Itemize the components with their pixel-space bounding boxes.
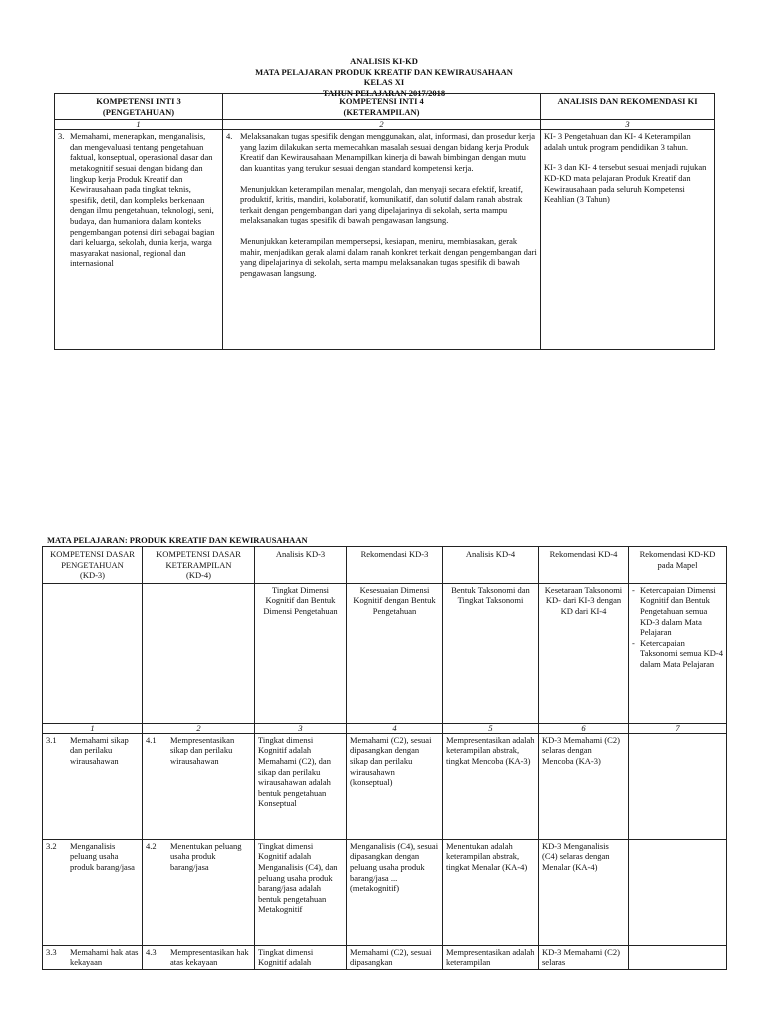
ki4-paragraph-3: Menunjukkan keterampilan mempersepsi, kesiapan, meniru, membiasakan, gerak mahir, menjadikan gerak alami dalam ranah konkret terkait dengan pengembangan dari yang dipelajarinya di sekolah, serta mampu melaksanakan tugas spesifik di bawah pengawasan langsung. xyxy=(240,235,537,278)
ki3-number: 3. xyxy=(58,131,65,142)
analysis-kd4-cell: Menentukan adalah keterampilan abstrak, tingkat Menalar (KA-4) xyxy=(443,839,539,945)
kd3-cell: 3.3 Memahami hak atas kekayaan xyxy=(43,945,143,969)
ki4-paragraph-2: Menunjukkan keterampilan menalar, mengolah, dan menyaji secara efektif, kreatif, produktif, kritis, mandiri, kolaboratif, komunikatif, dan solutif dalam ranah abstrak terkait dengan pengembangan dari yang dipelajarinya di sekolah, serta mampu melaksanakan tugas spesifik di bawah pengawasan langsung. xyxy=(240,183,523,226)
table-row xyxy=(43,839,727,945)
table-row xyxy=(43,945,727,969)
kd3-header: KOMPETENSI DASAR PENGETAHUAN (KD-3) xyxy=(43,547,143,584)
column-number: 4 xyxy=(347,723,443,733)
column-number: 2 xyxy=(143,723,255,733)
ki-table-row xyxy=(55,130,715,350)
recommendation-kd4-cell: KD-3 Menganalisis (C4) selaras dengan Menalar (KA-4) xyxy=(539,839,629,945)
analysis-kd3-cell: Tingkat dimensi Kognitif adalah Memahami (C2), dan sikap dan perilaku wirausahawan adalah bentuk pengetahuan Konseptual xyxy=(255,733,347,839)
column-number: 5 xyxy=(443,723,539,733)
kd4-cell: 4.1 Mempresentasikan sikap dan perilaku wirausahawan xyxy=(143,733,255,839)
analysis-cell xyxy=(541,130,715,350)
recommendation-kd3-header: Rekomendasi KD-3 xyxy=(347,547,443,584)
recommendation-mapel-cell xyxy=(629,839,727,945)
ki-table-header xyxy=(55,94,715,120)
list-item: - Ketercapaian Dimensi Kognitif dan Bentuk Pengetahuan semua KD-3 dalam Mata Pelajaran xyxy=(632,584,716,638)
analysis-kd3-cell: Tingkat dimensi Kognitif adalah xyxy=(255,945,347,969)
header-title: ANALISIS KI-KD xyxy=(350,56,418,66)
ki4-paragraph-1: Melaksanakan tugas spesifik dengan menggunakan, alat, informasi, dan prosedur kerja yang lazim dilakukan serta memecahkan masalah sesuai dengan bidang kerja Produk Kreatif dan Kewirausahaan Menampilkan kinerja di bawah bimbingan dengan mutu dan kuantitas yang terukur sesuai dengan standard kompetensi kerja. xyxy=(240,131,536,173)
recommendation-kd3-subheader: Kesesuaian Dimensi Kognitif dengan Bentuk Pengetahuan xyxy=(347,583,443,723)
recommendation-mapel-subheader xyxy=(629,583,727,723)
analysis-paragraph-1: KI- 3 Pengetahuan dan KI- 4 Keterampilan adalah untuk program pendidikan 3 tahun. xyxy=(544,131,691,152)
analysis-kd3-cell: Tingkat dimensi Kognitif adalah Menganalisis (C4), dan peluang usaha produk barang/jasa adalah bentuk pengetahuan Metakognitif xyxy=(255,839,347,945)
recommendation-kd4-cell: KD-3 Memahami (C2) selaras xyxy=(539,945,629,969)
recommendation-kd4-subheader: Kesetaraan Taksonomi KD- dari KI-3 dengan KD dari KI-4 xyxy=(539,583,629,723)
recommendation-kd4-cell: KD-3 Memahami (C2) selaras dengan Mencoba (KA-3) xyxy=(539,733,629,839)
column-number: 1 xyxy=(43,723,143,733)
analysis-kd4-cell: Mempresentasikan adalah keterampilan xyxy=(443,945,539,969)
analysis-kd3-subheader: Tingkat Dimensi Kognitif dan Bentuk Dimensi Pengetahuan xyxy=(255,583,347,723)
ki-table xyxy=(54,93,715,350)
recommendation-mapel-cell xyxy=(629,945,727,969)
list-item: - Ketercapaian Taksonomi semua KD-4 dalam Mata Pelajaran xyxy=(632,637,723,669)
analysis-kd3-header: Analisis KD-3 xyxy=(255,547,347,584)
analysis-kd4-cell: Mempresentasikan adalah keterampilan abstrak, tingkat Mencoba (KA-3) xyxy=(443,733,539,839)
header-year: TAHUN PELAJARAN 2017/2018 xyxy=(322,87,446,98)
recommendation-kd3-cell: Memahami (C2), sesuai dipasangkan dengan sikap dan perilaku wirausahawn (konseptual) xyxy=(347,733,443,839)
kd3-cell: 3.1 Memahami sikap dan perilaku wirausahawan xyxy=(43,733,143,839)
kd-table-subheader xyxy=(43,583,727,723)
column-number: 3 xyxy=(541,120,715,130)
column-number: 2 xyxy=(223,120,541,130)
kd-table xyxy=(42,546,727,970)
kd4-cell: 4.2 Menentukan peluang usaha produk barang/jasa xyxy=(143,839,255,945)
recommendation-kd4-header: Rekomendasi KD-4 xyxy=(539,547,629,584)
ki3-header: KOMPETENSI INTI 3 (PENGETAHUAN) xyxy=(55,94,223,120)
kd-table-header xyxy=(43,547,727,584)
table-row xyxy=(43,733,727,839)
kd4-header: KOMPETENSI DASAR KETERAMPILAN (KD-4) xyxy=(143,547,255,584)
column-number: 7 xyxy=(629,723,727,733)
empty-cell xyxy=(43,583,143,723)
ki4-number: 4. xyxy=(226,131,233,142)
recommendation-mapel-header: Rekomendasi KD-KD pada Mapel xyxy=(629,547,727,584)
recommendation-kd3-cell: Menganalisis (C4), sesuai dipasangkan dengan peluang usaha produk barang/jasa ... (metakognitif) xyxy=(347,839,443,945)
section-title: MATA PELAJARAN: PRODUK KREATIF DAN KEWIRAUSAHAAN xyxy=(47,535,308,545)
ki3-text: Memahami, menerapkan, menganalisis, dan mengevaluasi tentang pengetahuan faktual, konseptual, operasional dasar dan metakognitif sesuai dengan bidang dan lingkup kerja Produk Kreatif dan Kewirausahaan pada tingkat teknis, spesifik, detil, dan kompleks berkenaan dengan ilmu pengetahuan, teknologi, seni, budaya, dan humaniora dalam konteks pengembangan potensi diri sebagai bagian dari keluarga, sekolah, dunia kerja, warga masyarakat nasional, regional dan internasional xyxy=(70,131,215,269)
ki-table-numbers xyxy=(55,120,715,130)
document-header xyxy=(0,56,768,98)
column-number: 3 xyxy=(255,723,347,733)
ki3-cell xyxy=(55,130,223,350)
analysis-paragraph-2: KI- 3 dan KI- 4 tersebut sesuai menjadi rujukan KD-KD mata pelajaran Produk Kreatif dan Kewirausahaan pada seluruh Kompetensi Keahlian (3 Tahun) xyxy=(544,162,707,205)
header-subject: MATA PELAJARAN PRODUK KREATIF DAN KEWIRAUSAHAAN xyxy=(255,66,513,77)
ki4-cell xyxy=(223,130,541,350)
header-class: KELAS XI xyxy=(363,77,405,87)
column-number: 6 xyxy=(539,723,629,733)
column-number: 1 xyxy=(55,120,223,130)
analysis-kd4-header: Analisis KD-4 xyxy=(443,547,539,584)
kd4-cell: 4.3 Mempresentasikan hak atas kekayaan xyxy=(143,945,255,969)
analysis-kd4-subheader: Bentuk Taksonomi dan Tingkat Taksonomi xyxy=(443,583,539,723)
kd3-cell: 3.2 Menganalisis peluang usaha produk barang/jasa xyxy=(43,839,143,945)
ki4-header: KOMPETENSI INTI 4 (KETERAMPILAN) xyxy=(223,94,541,120)
kd-table-numbers xyxy=(43,723,727,733)
empty-cell xyxy=(143,583,255,723)
analysis-header: ANALISIS DAN REKOMENDASI KI xyxy=(541,94,715,120)
recommendation-mapel-cell xyxy=(629,733,727,839)
recommendation-kd3-cell: Memahami (C2), sesuai dipasangkan xyxy=(347,945,443,969)
